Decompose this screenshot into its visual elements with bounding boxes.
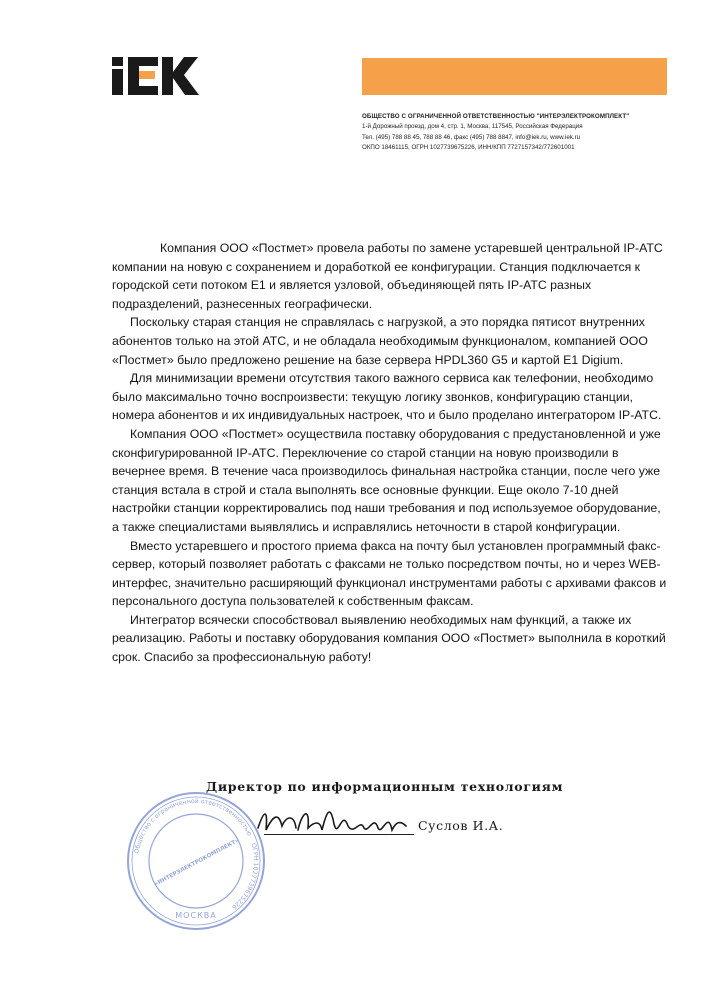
stamp-city: МОСКВА	[175, 911, 217, 920]
letter-paragraph: Для минимизации времени отсутствия такого важного сервиса как телефонии, необходимо было максимально точно воспроизвести: текущую логику звонков, конфигурацию станции, номера абонентов и их индивидуальных настроек, что и было проделано интегратором IP-АТС.	[112, 371, 662, 423]
company-registration: ОКПО 18461115, ОГРН 1027739675226, ИНН/КПП 7727157342/772601001	[362, 143, 575, 151]
company-address: 1-й Дорожный проезд, дом 4, стр. 1, Москва, 117545, Российская Федерация	[362, 123, 583, 131]
stamp-ogrn: ОГРН 1027739675226	[230, 842, 260, 911]
letter-paragraph: Поскольку старая станция не справлялась с нагрузкой, а это порядка пятисот внутренних абонентов только на этой АТС, и не обладала необходимым функционалом, компанией ООО «Постмет» было предложено решение на базе сервера HPDL360 G5 и картой E1 Digium.	[112, 315, 648, 367]
company-info	[362, 112, 682, 153]
company-name: ОБЩЕСТВО С ОГРАНИЧЕННОЙ ОТВЕТСТВЕННОСТЬЮ "ИНТЕРЭЛЕКТРОКОМПЛЕКТ"	[362, 113, 630, 120]
company-stamp-icon	[125, 790, 267, 932]
iek-logo-icon	[110, 55, 200, 97]
letter-paragraph: Вместо устаревшего и простого приема факса на почту был установлен программный факс-сервер, который позволяет работать с факсами не только посредством почты, но и через WEB-интерфес, значительно расширяющий функционал инструментами работы с архивами факсов и персонального доступа пользователей к собственным факсам.	[112, 538, 667, 609]
stamp-ring-text: Общество с ограниченной ответственностью	[133, 797, 253, 855]
signer-name: Суслов И.А.	[418, 818, 504, 833]
letter-paragraph: Компания ООО «Постмет» осуществила поставку оборудования с предустановленной и уже сконфигурированной IP-АТС. Переключение со старой станции на новую производили в вечернее время. В течение часа производилось финальная настройка станции, после чего уже станция встала в строй и стала выполнять все основные функции. Еще около 7-10 дней настройки станции корректировались под наши требования и под используемое оборудование, а также специалистами выявлялись и исправлялись неточности в старой конфигурации.	[112, 426, 661, 534]
letter-body	[112, 239, 668, 667]
letter-paragraph: Интегратор всячески способствовал выявлению необходимых нам функций, а также их реализацию. Работы и поставку оборудования компания ООО «Постмет» выполнила в короткий срок. Спасибо за профессиональную работу!	[112, 612, 666, 665]
company-contacts: Тел. (495) 788 88 45, 788 88 46, факс (495) 788 8847, info@iek.ru, www.iek.ru	[362, 133, 581, 141]
company-logo	[110, 55, 200, 97]
signer-position: Директор по информационным технологиям	[206, 779, 564, 794]
handwritten-signature-icon	[250, 800, 420, 850]
letterhead-accent-bar	[362, 58, 667, 95]
stamp-center-text: «ИНТЕРЭЛЕКТРОКОМПЛЕКТ»	[153, 837, 241, 888]
letter-paragraph: Компания ООО «Постмет» провела работы по замене устаревшей центральной IP-АТС компании на новую с сохранением и доработкой ее конфигурации. Станция подключается к городской сети потоком E1 и является узловой, объединяющей пять IP-АТС разных подразделений, разнесенных географически.	[112, 241, 663, 311]
